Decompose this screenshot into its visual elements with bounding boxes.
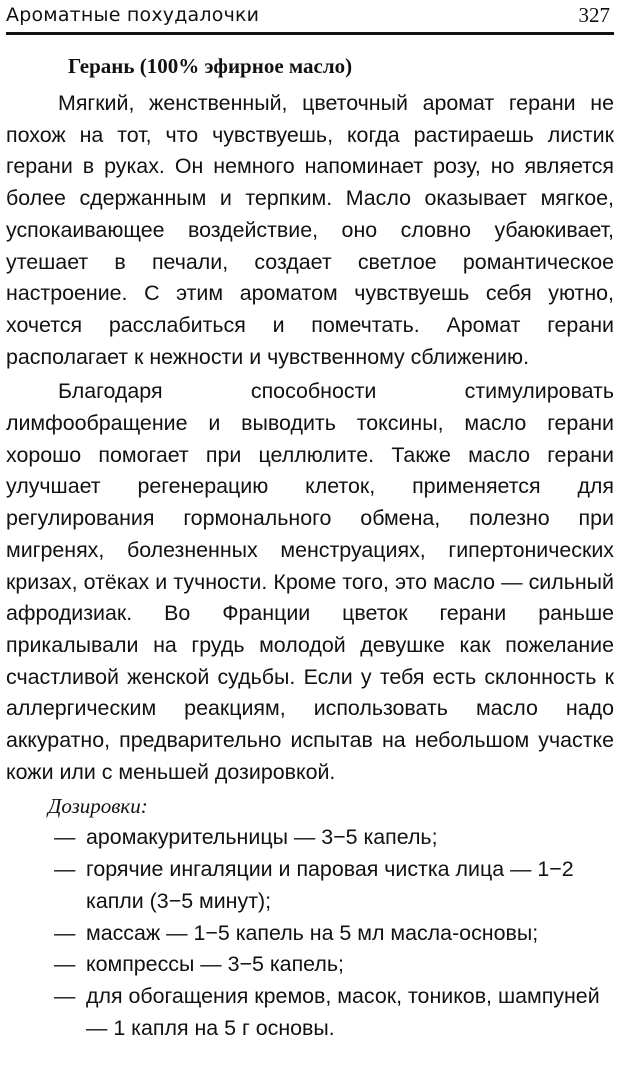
dash-marker: — bbox=[54, 952, 76, 977]
page-number: 327 bbox=[578, 3, 610, 27]
section-heading: Герань (100% эфирное масло) bbox=[68, 54, 353, 78]
paragraph-benefits: Благодаря способности стимулировать лимфообращение и выводить токсины, масло герани хорошо помогает при целлюлите. Также масло герани улучшает регенерацию клеток, применяется для регулирования гормонального обмена, полезно при мигренях, болезненных менструациях, гипертонических кризах, отёках и тучности. Кроме того, это масло — сильный афродизиак. Во Франции цветок герани раньше прикалывали на грудь молодой девушке как пожелание счастливой женской судьбы. Если у тебя есть склонность к аллергическим реакциям, использовать масло надо аккуратно, предварительно испытав на небольшом участке кожи или с меньшей дозировкой. bbox=[6, 379, 614, 784]
dosage-text: аромакурительницы — 3−5 капель; bbox=[86, 825, 438, 850]
dosage-item bbox=[6, 854, 614, 917]
dosage-list bbox=[6, 822, 614, 1044]
page-content bbox=[6, 48, 614, 1044]
dosage-text: компрессы — 3−5 капель; bbox=[86, 952, 344, 977]
dosage-item bbox=[6, 822, 614, 854]
dosage-text: для обогащения кремов, масок, тоников, шампуней — 1 капля на 5 г основы. bbox=[86, 983, 600, 1040]
running-header bbox=[6, 2, 614, 35]
dosage-text: горячие ингаляции и паровая чистка лица — 1−2 капли (3−5 минут); bbox=[86, 857, 574, 913]
dosage-heading: Дозировки: bbox=[48, 794, 148, 819]
dosage-item bbox=[6, 949, 614, 981]
dosage-text: массаж — 1−5 капель на 5 мл масла-основы; bbox=[86, 920, 539, 945]
dosage-item bbox=[6, 981, 614, 1044]
chapter-title: Ароматные похудалочки bbox=[6, 4, 260, 26]
dash-marker: — bbox=[54, 920, 76, 945]
dash-marker: — bbox=[54, 857, 76, 882]
paragraph-description: Мягкий, женственный, цветочный аромат герани не похож на тот, что чувствуешь, когда растираешь листик герани в руках. Он немного напоминает розу, но является более сдержанным и терпким. Масло оказывает мягкое, успокаивающее воздействие, оно словно убаюкивает, утешает в печали, создает светлое романтическое настроение. С этим ароматом чувствуешь себя уютно, хочется расслабиться и помечтать. Аромат герани располагает к нежности и чувственному сближению. bbox=[6, 91, 614, 369]
dosage-item bbox=[6, 918, 614, 950]
dash-marker: — bbox=[54, 825, 76, 850]
dash-marker: — bbox=[54, 983, 76, 1008]
